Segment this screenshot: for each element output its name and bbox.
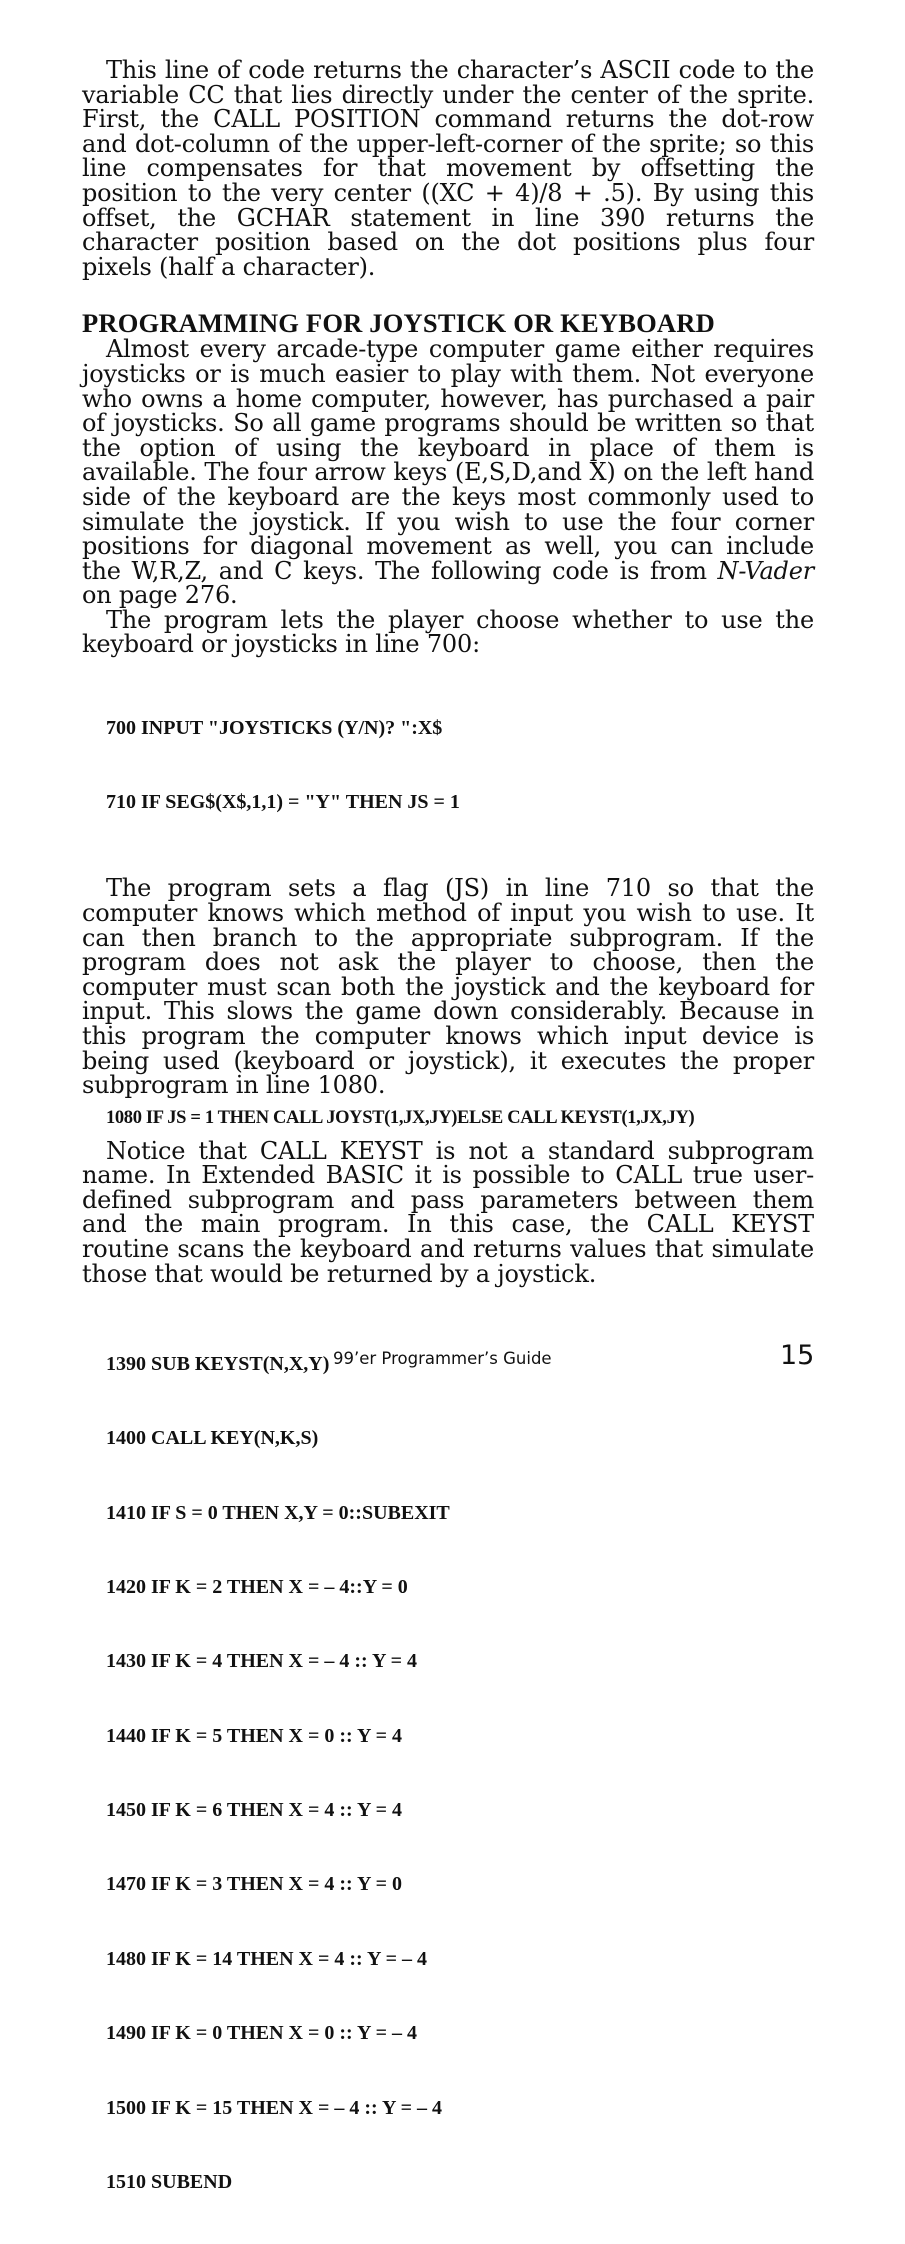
paragraph-flag: The program sets a flag (JS) in line 710 so that the computer knows which method of input you wish to use. It can then branch to the appropriate subprogram. If the program does not ask the player to choose, then the computer must scan both the joystick and the keyboard for input. This slows the game down considerably. Because in this program the computer knows which input device is being used (keyboard or joystick), it executes the proper subprogram in line 1080. <box>82 874 814 1100</box>
program-title: N-Vader <box>717 556 814 585</box>
code-line: 1420 IF K = 2 THEN X = – 4::Y = 0 <box>106 1575 408 1598</box>
code-line: 1450 IF K = 6 THEN X = 4 :: Y = 4 <box>106 1799 403 1822</box>
code-line: 1440 IF K = 5 THEN X = 0 :: Y = 4 <box>106 1724 403 1747</box>
code-line: 710 IF SEG$(X$,1,1) = "Y" THEN JS = 1 <box>106 791 460 814</box>
code-line: 700 INPUT "JOYSTICKS (Y/N)? ":X$ <box>106 716 443 739</box>
paragraph-choose-input: The program lets the player choose whether to use the keyboard or joysticks in line 700: <box>82 605 814 659</box>
code-line: 1500 IF K = 15 THEN X = – 4 :: Y = – 4 <box>106 2096 443 2119</box>
page-number: 15 <box>780 1340 815 1371</box>
code-block-branch <box>82 1106 814 1131</box>
paragraph-keyst: Notice that CALL KEYST is not a standard subprogram name. In Extended BASIC it is possible to CALL true user-defined subprogram and pass parameters between them and the main program. In this case, the CALL KEYST routine scans the keyboard and returns values that simulate those that would be returned by a joystick. <box>82 1136 814 1288</box>
code-line: 1470 IF K = 3 THEN X = 4 :: Y = 0 <box>106 1873 403 1896</box>
code-line: 1080 IF JS = 1 THEN CALL JOYST(1,JX,JY)ELSE CALL KEYST(1,JX,JY) <box>106 1107 695 1128</box>
intro-paragraph: This line of code returns the character’s ASCII code to the variable CC that lies directly under the center of the sprite. First, the CALL POSITION command returns the dot-row and dot-column of the upper-left-corner of the sprite; so this line compensates for that movement by offsetting the position to the very center ((XC + 4)/8 + .5). By using this offset, the GCHAR statement in line 390 returns the character position based on the dot positions plus four pixels (half a character). <box>82 56 814 281</box>
code-block-keyst <box>82 1302 814 2244</box>
paragraph-joysticks-end: on page 276. <box>82 581 238 610</box>
code-line: 1410 IF S = 0 THEN X,Y = 0::SUBEXIT <box>106 1501 450 1524</box>
code-line: 1510 SUBEND <box>106 2171 233 2194</box>
footer-title: 99’er Programmer’s Guide <box>333 1349 552 1368</box>
code-line: 1480 IF K = 14 THEN X = 4 :: Y = – 4 <box>106 1947 428 1970</box>
code-line: 1490 IF K = 0 THEN X = 0 :: Y = – 4 <box>106 2022 418 2045</box>
code-line: 1390 SUB KEYST(N,X,Y) <box>106 1352 330 1375</box>
code-line: 1430 IF K = 4 THEN X = – 4 :: Y = 4 <box>106 1650 418 1673</box>
code-line: 1400 CALL KEY(N,K,S) <box>106 1427 319 1450</box>
paragraph-joysticks-text: Almost every arcade-type computer game either requires joysticks or is much easier to play with them. Not everyone who owns a home computer, however, has purchased a pair of joysticks. So all game programs should be written so that the option of using the keyboard in place of them is available. The four arrow keys (E,S,D,and X) on the left hand side of the keyboard are the keys most commonly used to simulate the joystick. If you wish to use the four corner positions for diagonal movement as well, you can include the W,R,Z, and C keys. The following code is from <box>82 335 814 585</box>
code-block-input <box>82 666 814 864</box>
page-content <box>82 58 814 2244</box>
section-heading: PROGRAMMING FOR JOYSTICK OR KEYBOARD <box>82 308 715 339</box>
paragraph-joysticks <box>82 337 814 608</box>
